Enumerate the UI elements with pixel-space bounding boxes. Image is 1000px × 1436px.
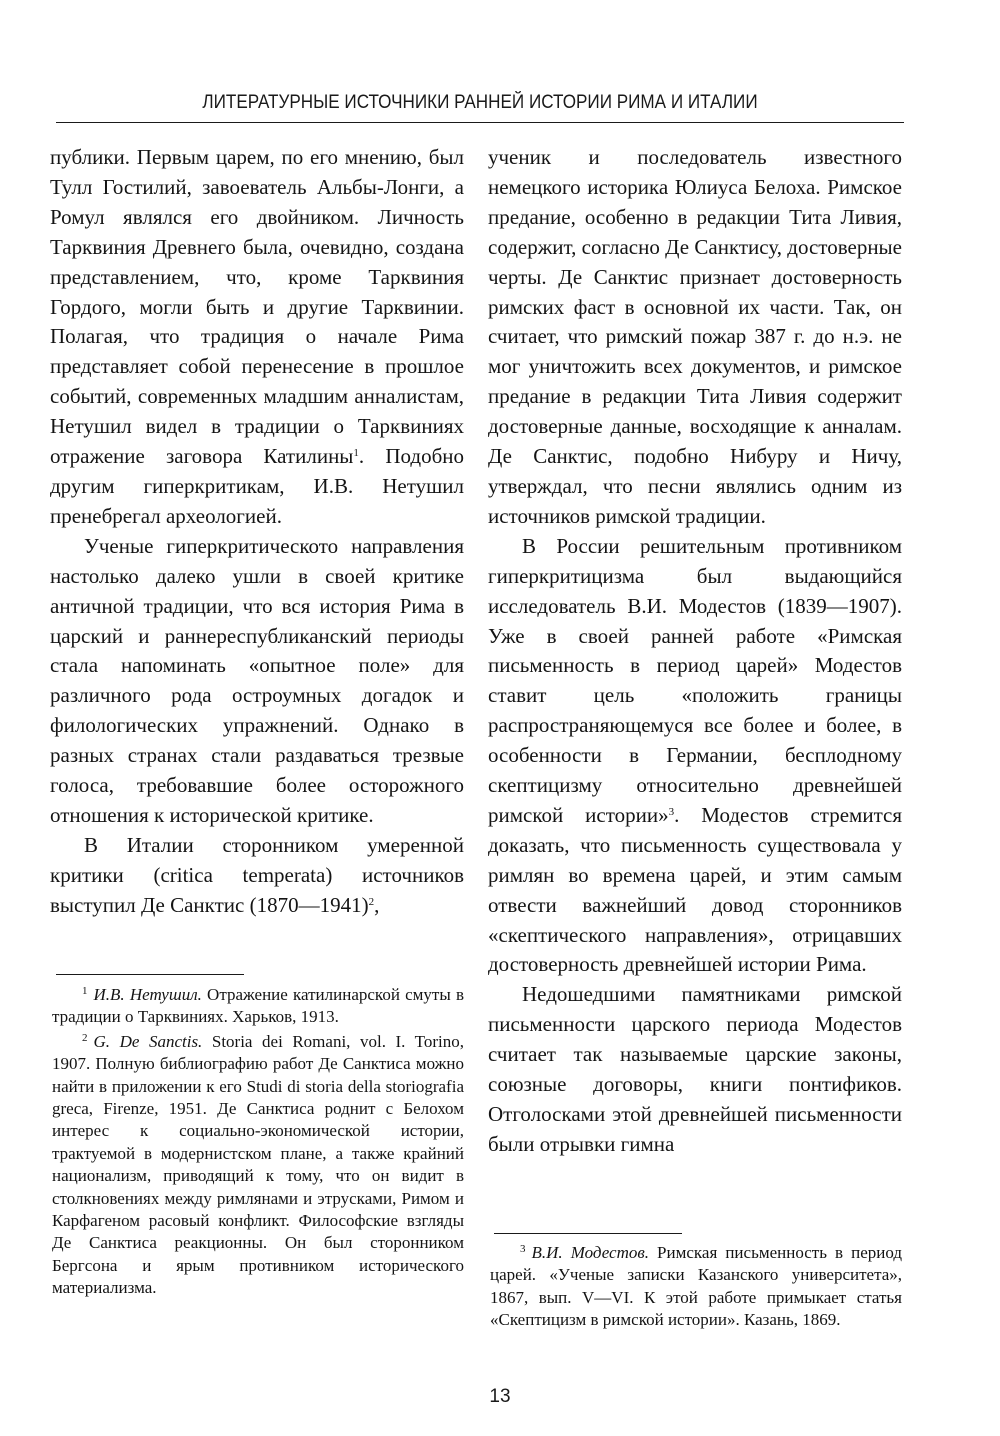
footnote-1-author: И.В. Нетушил. [93, 985, 202, 1004]
right-column [488, 143, 902, 1160]
right-paragraph-3: Недошедшими памятниками римской письменности царского периода Модестов считает так называемые царские законы, союзные договоры, книги понтификов. Отголосками этой древнейшей письменности были отрывки гимна [488, 982, 902, 1156]
left-p3-text: В Италии сторонником умеренной критики (critica temperata) источников выступил Де Санктис (1870—1941) [50, 832, 464, 917]
left-paragraph-3 [50, 831, 464, 921]
footnote-1-number: 1 [82, 985, 88, 997]
left-footnote-rule [56, 974, 244, 975]
left-p1-tail: . Подобно другим гиперкритикам, И.В. Нетушил пренебрегал археологией. [50, 444, 464, 528]
left-footnotes [52, 984, 464, 1300]
right-footnote-rule [494, 1233, 682, 1234]
footnote-2-text: Storia dei Romani, vol. I. Torino, 1907. Полную библиографию работ Де Санктиса можно найти в приложении к его Studi di storia della storiografia greca, Firenze, 1951. Де Санктиса роднит с Белохом интерес к социально-экономической истории, трактуемой в модернистском плане, а также крайний национализм, приводящий к тому, что он видит в столкновениях между римлянами и этрусками, Римом и Карфагеном расовый конфликт. Философские взгляды Де Санктиса реакционны. Он был сторонником Бергсона и ярым противником исторического материализма. [52, 1031, 464, 1298]
footnote-3-number: 3 [520, 1243, 526, 1255]
footnote-ref-3[interactable]: 3 [668, 805, 675, 818]
footnote-ref-1[interactable]: 1 [353, 447, 359, 460]
right-p2-text: В России решительным противником гиперкритицизма был выдающийся исследователь В.И. Модестов (1839—1907). Уже в своей ранней работе «Римская письменность в период царей» Модестов ставит цель «положить границы распространяющемуся все более и более, в особенности в Германии, бесплодному скептицизму относительно древнейшей римской истории» [488, 533, 902, 827]
left-p3-tail: , [374, 892, 380, 917]
page-number: 13 [489, 1386, 511, 1407]
footnote-1 [52, 984, 464, 1029]
footnote-2-author: G. De Sanctis. [93, 1031, 203, 1051]
left-paragraph-1 [50, 143, 464, 532]
right-paragraph-1: ученик и последователь известного немецкого историка Юлиуса Белоха. Римское предание, особенно в редакции Тита Ливия, содержит, согласно Де Санктису, достоверные черты. Де Санктис признает достоверность римских фаст в основной их части. Так, он считает, что римский пожар 387 г. до н.э. не мог уничтожить всех документов, и римское предание в редакции Тита Ливия содержит достоверные данные, восходящие к анналам. Де Санктис, подобно Нибуру и Ничу, утверждал, что песни являлись одним из источников римской традиции. [488, 145, 902, 528]
footnote-3-text: Римская письменность в период царей. «Ученые записки Казанского университета», 1867, вып. V—VI. К этой работе примыкает статья «Скептицизм в римской истории». Казань, 1869. [490, 1243, 903, 1330]
running-head: ЛИТЕРАТУРНЫЕ ИСТОЧНИКИ РАННЕЙ ИСТОРИИ РИМА И ИТАЛИИ [202, 92, 758, 113]
right-p2-tail: . Модестов стремится доказать, что письменность существовала у римлян во времена царей, и этим самым отвести важнейший довод сторонников «скептического направления», отрицавших достоверность древнейшей истории Рима. [488, 802, 902, 977]
footnote-ref-2[interactable]: 2 [368, 895, 375, 908]
left-paragraph-2: Ученые гиперкритическото направления настолько далеко ушли в своей критике античной традиции, что вся история Рима в царский и раннереспубликанский периоды стала напоминать «опытное поле» для различного рода остроумных догадок и филологических упражнений. Однако в разных странах стали раздаваться трезвые голоса, требовавшие более осторожного отношения к исторической критике. [50, 533, 464, 827]
header-rule [56, 122, 904, 123]
footnote-3 [490, 1242, 902, 1332]
footnote-2-number: 2 [82, 1031, 88, 1044]
left-column [50, 143, 464, 921]
footnote-2 [52, 1031, 464, 1300]
right-footnotes [490, 1242, 902, 1332]
right-paragraph-2 [488, 532, 902, 981]
left-p1-text: публики. Первым царем, по его мнению, был Тулл Гостилий, завоеватель Альбы-Лонги, а Ромул являлся его двойником. Личность Тарквиния Древнего была, очевидно, создана представлением, что, кроме Тарквиния Гордого, могли быть и другие Тарквинии. Полагая, что традиция о начале Рима представляет собой перенесение в прошлое событий, современных младшим анналистам, Нетушил видел в традиции о Тарквиниях отражение заговора Катилины [50, 145, 464, 469]
footnote-3-author: В.И. Модестов. [531, 1243, 649, 1262]
footnote-1-text: Отражение катилинарской смуты в традиции о Тарквиниях. Харьков, 1913. [52, 985, 464, 1027]
